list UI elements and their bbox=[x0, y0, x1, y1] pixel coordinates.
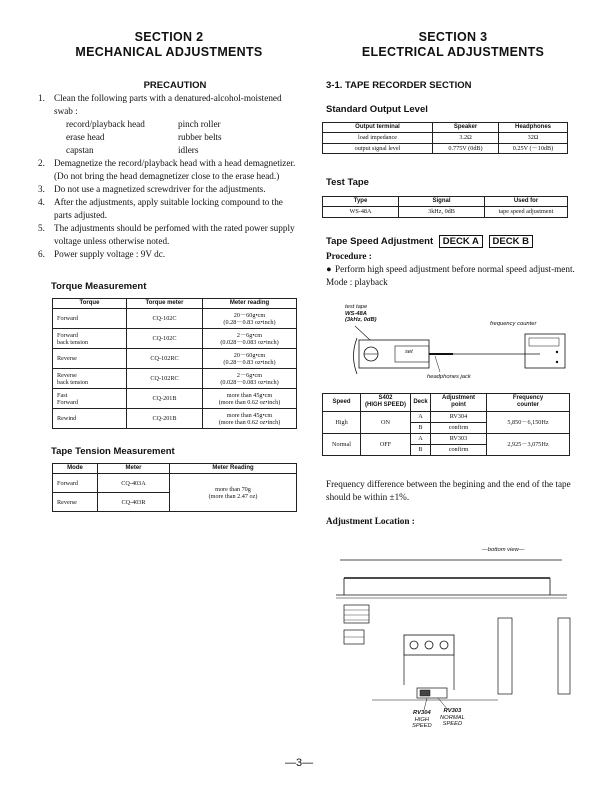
table-row: Reverse CQ-102RC 20－60g•cm (0.28－0.83 oz•inch) bbox=[53, 349, 297, 369]
location-title: Adjustment Location : bbox=[326, 516, 415, 526]
section2-number: SECTION 2 bbox=[134, 30, 204, 44]
procedure-item: ● Perform high speed adjustment before normal speed adjust-ment. bbox=[326, 264, 575, 274]
torque-table bbox=[52, 298, 297, 429]
table-row: WS-48A 3kHz, 0dB tape speed adjustment bbox=[323, 207, 568, 217]
test-tape-table bbox=[322, 196, 568, 218]
mode-text: Mode : playback bbox=[326, 277, 388, 287]
board-drawing bbox=[322, 540, 584, 710]
table-row: High ON A RV304 5,850－6,150Hz bbox=[323, 411, 570, 422]
table-row: load impedance 3.2Ω 32Ω bbox=[323, 133, 568, 143]
page-number: —3— bbox=[285, 757, 314, 769]
connection-diagram bbox=[335, 304, 575, 388]
speed-adj-table bbox=[322, 393, 570, 456]
table-header-row: Type Signal Used for bbox=[323, 197, 568, 207]
tension-table bbox=[52, 463, 297, 512]
std-output-table bbox=[322, 122, 568, 154]
frequency-note: Frequency difference between the begining and the end of the tape should be within ±1%. bbox=[326, 479, 571, 502]
set-label: set bbox=[405, 349, 413, 355]
test-tape-label: test tape WS-48A (3kHz, 0dB) bbox=[345, 304, 377, 324]
precaution-item-3: 3. Do not use a magnetized screwdriver for the adjustments. bbox=[38, 184, 266, 194]
speed-adj-title: Tape Speed Adjustment DECK A DECK B bbox=[326, 235, 533, 248]
headphones-jack-label: headphones jack bbox=[427, 374, 471, 380]
bullet-icon: ● bbox=[326, 264, 332, 274]
precaution-list bbox=[38, 92, 300, 261]
precaution-title: PRECAUTION bbox=[143, 80, 207, 91]
table-row: Forward CQ-403A more than 70g (more than 2.47 oz) bbox=[53, 474, 297, 493]
rv304-label: RV304 HIGH SPEED bbox=[412, 710, 432, 730]
torque-title: Torque Measurement bbox=[51, 281, 147, 292]
table-row: Reverse CQ-403R bbox=[53, 493, 297, 512]
section3-title bbox=[322, 30, 584, 60]
deck-a-badge: DECK A bbox=[439, 235, 483, 248]
parts-list: record/playback head pinch roller erase head rubber belts capstan idlers bbox=[66, 119, 222, 155]
frequency-counter-label: frequency counter bbox=[490, 321, 537, 327]
table-row: B confirm bbox=[323, 422, 570, 433]
std-output-title: Standard Output Level bbox=[326, 104, 428, 115]
precaution-item-5: 5. The adjustments should be perfomed with the rated power supply voltage unless otherwise noted. bbox=[38, 223, 295, 246]
precaution-item-2: 2. Demagnetize the record/playback head with a head demagnetizer. (Do not bring the head demagnetizer close to the erase head.) bbox=[38, 158, 296, 181]
section3-number: SECTION 3 bbox=[418, 30, 488, 44]
table-row: output signal level 0.775V (0dB) 0.25V (－10dB) bbox=[323, 143, 568, 153]
procedure-block bbox=[326, 250, 578, 289]
table-row: Normal OFF A RV303 2,925－3,075Hz bbox=[323, 433, 570, 444]
connection-drawing bbox=[335, 326, 575, 380]
table-header-row: Output terminal Speaker Headphones bbox=[323, 123, 568, 133]
location-diagram bbox=[322, 540, 584, 745]
rv303-label: RV303 NORMAL SPEED bbox=[440, 708, 465, 728]
test-tape-title: Test Tape bbox=[326, 177, 369, 188]
tension-title: Tape Tension Measurement bbox=[51, 446, 175, 457]
table-row: B confirm bbox=[323, 444, 570, 455]
procedure-label: Procedure : bbox=[326, 251, 372, 261]
precaution-item-1: 1. Clean the following parts with a denatured-alcohol-moistened swab : record/playback head pinch roller erase head rubber belts capstan idlers bbox=[38, 92, 300, 157]
table-row: Forward back tension CQ-102C 2－6g•cm (0.028－0.083 oz•inch) bbox=[53, 329, 297, 349]
table-row: Forward CQ-102C 20－60g•cm (0.28－0.83 oz•inch) bbox=[53, 309, 297, 329]
table-row: Reverse back tension CQ-102RC 2－6g•cm (0.028－0.083 oz•inch) bbox=[53, 369, 297, 389]
precaution-item-4: 4. After the adjustments, apply suitable locking compound to the parts adjusted. bbox=[38, 197, 283, 220]
deck-b-badge: DECK B bbox=[489, 235, 533, 248]
table-header-row: Torque Torque meter Meter reading bbox=[53, 299, 297, 309]
section2-title bbox=[38, 30, 300, 60]
section3-name: ELECTRICAL ADJUSTMENTS bbox=[361, 45, 545, 59]
table-row: Fast Forward CQ-201B more than 45g•cm (more than 0.62 oz•inch) bbox=[53, 389, 297, 409]
precaution-item-6: 6. Power supply voltage : 9V dc. bbox=[38, 249, 166, 259]
subsection-title: 3-1. TAPE RECORDER SECTION bbox=[326, 80, 472, 91]
table-header-row: Mode Meter Meter Reading bbox=[53, 464, 297, 474]
section2-name: MECHANICAL ADJUSTMENTS bbox=[75, 45, 263, 59]
table-row: Rewind CQ-201B more than 45g•cm (more than 0.62 oz•inch) bbox=[53, 409, 297, 429]
bottom-view-label: —bottom view— bbox=[482, 547, 525, 553]
table-header-row: Speed S402 (HIGH SPEED) Deck Adjustment point Frequency counter bbox=[323, 394, 570, 412]
